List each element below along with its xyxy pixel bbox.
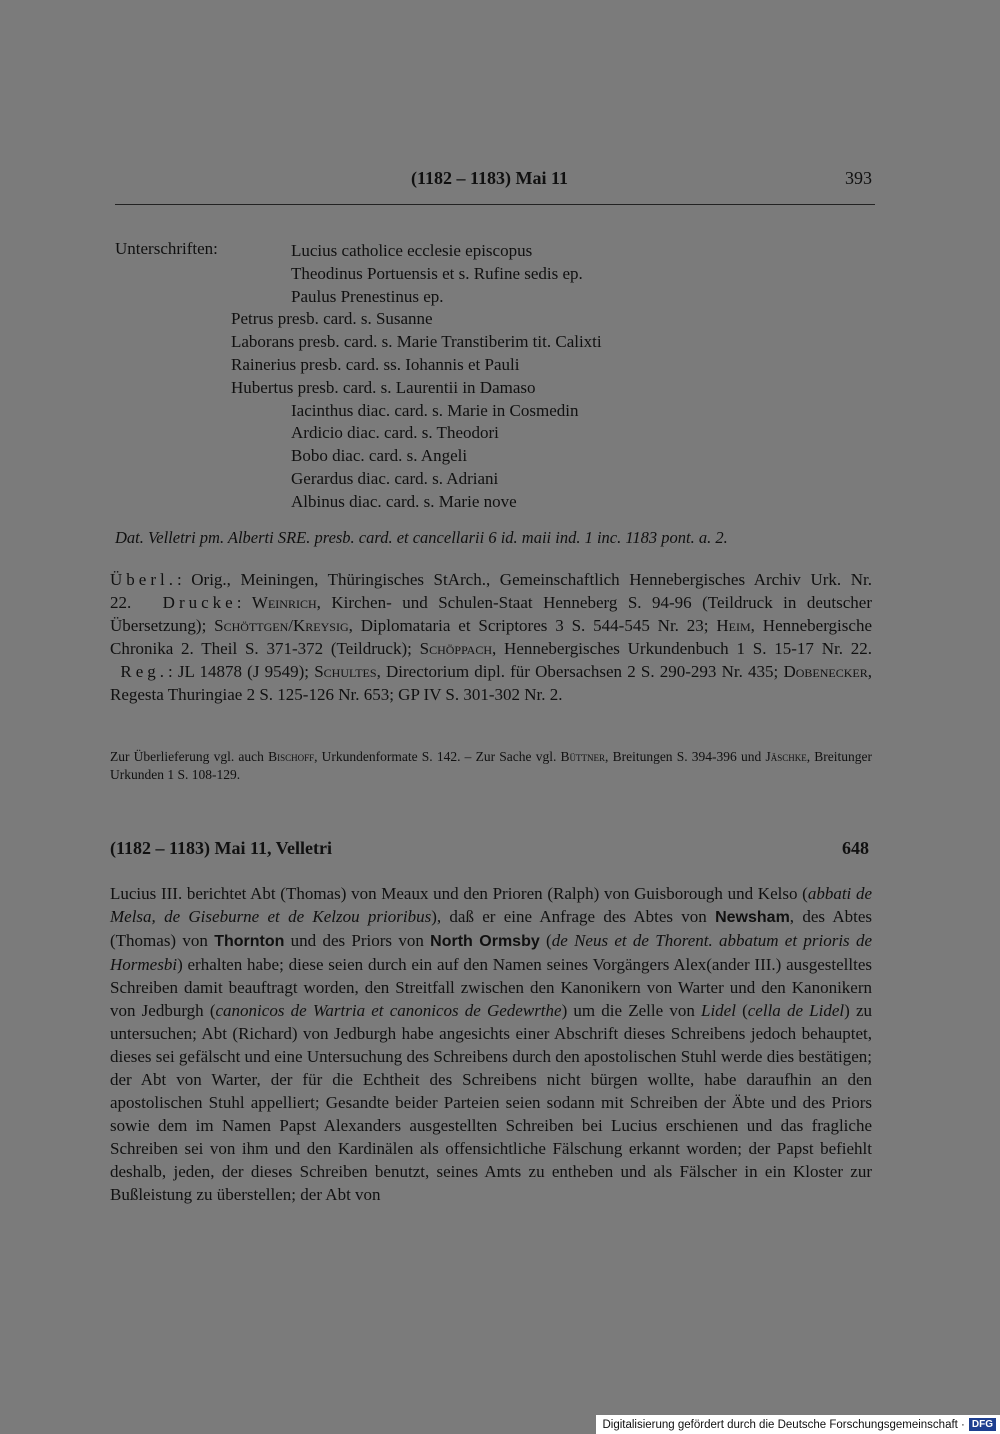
signature-line: Rainerius presb. card. ss. Iohannis et Pauli bbox=[231, 355, 520, 374]
signature-line: Paulus Prenestinus ep. bbox=[291, 286, 444, 306]
footer-text: Digitalisierung gefördert durch die Deutsche Forschungsgemeinschaft · bbox=[602, 1418, 965, 1431]
signature-line: Theodinus Portuensis et s. Rufine sedis ep. bbox=[291, 263, 583, 283]
signature-line: Ardicio diac. card. s. Theodori bbox=[291, 423, 499, 443]
prints-label: Drucke bbox=[162, 593, 237, 612]
signature-line: Gerardus diac. card. s. Adriani bbox=[291, 469, 499, 488]
entry-number: 648 bbox=[842, 838, 869, 858]
dating-clause: Dat. Velletri pm. Alberti SRE. presb. card. et cancellarii 6 id. maii ind. 1 inc. 1183 pont. a. 2. bbox=[115, 528, 728, 547]
literature-note: Zur Überlieferung vgl. auch Bischoff, Urkundenformate S. 142. – Zur Sache vgl. Büttner, Breitungen S. 394-396 und Jäschke, Breitunger Urkunden 1 S. 108-129. bbox=[110, 749, 872, 782]
entry-title: (1182 – 1183) Mai 11, Velletri bbox=[110, 838, 332, 858]
running-head-title: (1182 – 1183) Mai 11 bbox=[411, 168, 568, 188]
signature-line: Bobo diac. card. s. Angeli bbox=[291, 446, 468, 466]
signature-line: Laborans presb. card. s. Marie Transtiberim tit. Calixti bbox=[231, 332, 602, 352]
header-rule bbox=[115, 204, 875, 205]
signature-line: Lucius catholice ecclesie episcopus bbox=[291, 241, 533, 260]
funding-footer bbox=[596, 1415, 1000, 1434]
signatures-label: Unterschriften: bbox=[115, 239, 218, 258]
tradition-label: Überl. bbox=[110, 570, 177, 589]
regest-label: Reg. bbox=[120, 662, 169, 681]
signature-line: Petrus presb. card. s. Susanne bbox=[231, 309, 433, 329]
signature-line: Hubertus presb. card. s. Laurentii in Damaso bbox=[231, 377, 536, 397]
signature-line: Iacinthus diac. card. s. Marie in Cosmedin bbox=[291, 400, 579, 420]
dfg-logo: DFG bbox=[969, 1418, 996, 1431]
tradition-paragraph: Überl.: Orig., Meiningen, Thüringisches StArch., Gemeinschaftlich Hennebergisches Archiv Urk. Nr. 22. Drucke: Weinrich, Kirchen- und Schulen-Staat Henneberg S. 94-96 (Teildruck in deutscher Übersetzung); Schöttgen/Kreysig, Diplomataria et Scriptores 3 S. 544-545 Nr. 23; Heim, Hennebergische Chronika 2. Theil S. 371-372 (Teildruck); Schöppach, Hennebergisches Urkundenbuch 1 S. 15-17 Nr. 22. Reg.: JL 14878 (J 9549); Schultes, Directorium dipl. für Obersachsen 2 S. 290-293 Nr. 435; Dobenecker, Regesta Thuringiae 2 S. 125-126 Nr. 653; GP IV S. 301-302 Nr. 2. bbox=[110, 570, 872, 704]
entry-summary: Lucius III. berichtet Abt (Thomas) von Meaux und den Prioren (Ralph) von Guisborough und Kelso (abbati de Melsa, de Giseburne et de Kelzou prioribus), daß er eine Anfrage des Abtes von Newsham, des Abtes (Thomas) von Thornton und des Priors von North Ormsby (de Neus et de Thorent. abbatum et prioris de Hormesbi) erhalten habe; diese seien durch ein auf den Namen seines Vorgängers Alex(ander III.) ausgestelltes Schreiben damit beauftragt worden, den Streitfall zwischen den Kanonikern von Warter und den Kanonikern von Jedburgh (canonicos de Wartria et canonicos de Gedewrthe) um die Zelle von Lidel (cella de Lidel) zu untersuchen; Abt (Richard) von Jedburgh habe angesichts einer Abschrift dieses Schreibens jedoch behauptet, dieses sei gefälscht und eine Untersuchung des Schreibens durch den apostolischen Stuhl werde dies bestätigen; der Abt von Warter, der für die Echtheit des Schreibens nicht bürgen wollte, habe daraufhin an den apostolischen Stuhl appelliert; Gesandte beider Parteien seien sodann mit Schreiben der Äbte und des Priors sowie dem im Namen Papst Alexanders ausgestellten Schreiben bei Lucius erschienen und das fragliche Schreiben sei von ihm und den Kardinälen als offensichtliche Fälschung erkannt worden; der Papst befiehlt deshalb, jeden, der dieses Schreiben benutzt, seines Amts zu entheben und als Fälscher in ein Kloster zur Bußleistung zu überstellen; der Abt von bbox=[110, 884, 873, 1204]
page-number: 393 bbox=[845, 168, 872, 188]
signature-line: Albinus diac. card. s. Marie nove bbox=[291, 491, 517, 511]
